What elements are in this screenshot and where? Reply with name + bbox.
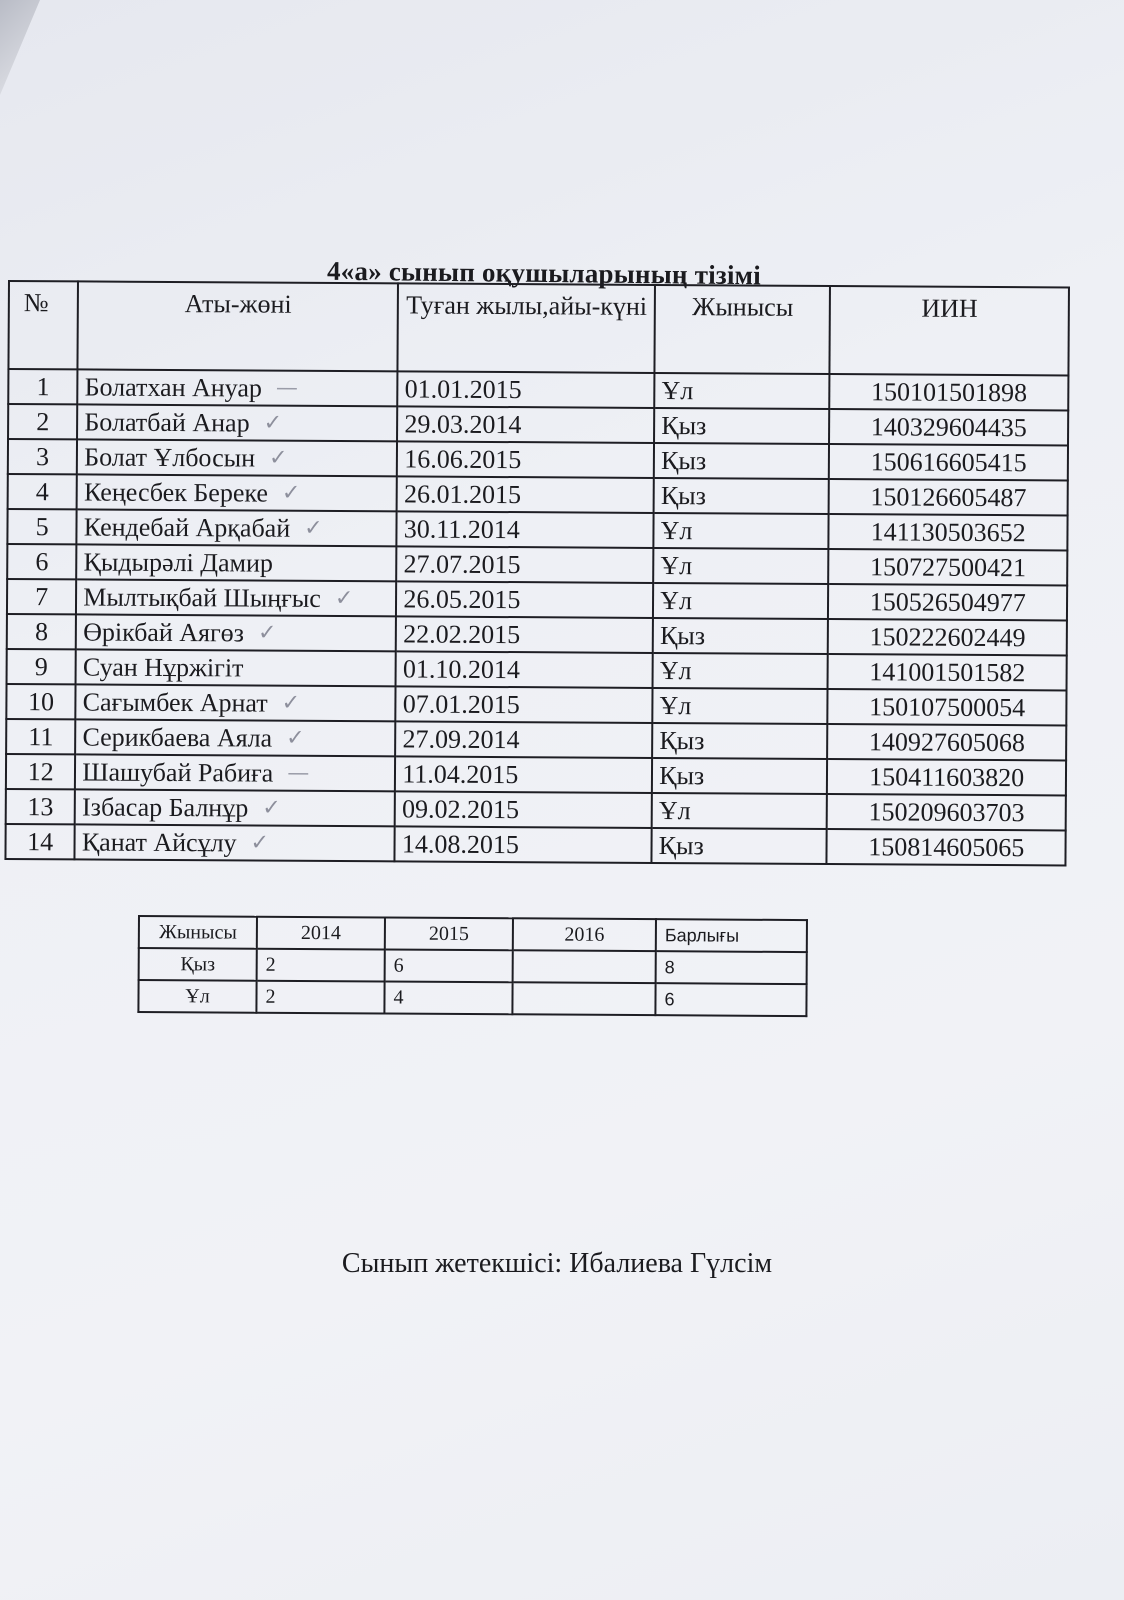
handwritten-check-mark: ✓ [257,620,277,646]
gender: Ұл [653,653,829,689]
handwritten-check-mark: ✓ [263,410,283,436]
student-name-wrap [84,442,390,474]
gender-summary-table [137,915,808,1017]
row-number: 2 [8,404,78,439]
iin: 141001501582 [828,654,1067,690]
iin: 141130503652 [829,514,1068,550]
student-name: Серикбаева Аяла [82,721,273,753]
header-name: Аты-жөні [78,281,399,371]
student-name-cell [75,719,395,756]
birth-date: 22.02.2015 [396,616,653,653]
header-birth-date: Туған жылы,айы-күні [398,283,655,373]
student-name-cell [77,474,397,511]
summary-header-2016: 2016 [513,918,656,951]
birth-date: 07.01.2015 [396,686,653,723]
student-list-table [4,280,1070,866]
iin: 150616605415 [829,444,1068,480]
row-number: 12 [6,754,76,789]
summary-count-2015: 6 [385,950,513,983]
row-number: 11 [6,719,76,754]
student-name: Сағымбек Арнат [82,686,268,718]
class-teacher-signature-line: Сынып жетекшісі: Ибалиева Гүлсім [341,1248,773,1279]
student-name-wrap [82,792,388,824]
student-name: Қанат Айсұлу [81,826,237,857]
student-name-wrap [84,407,390,439]
birth-date: 01.01.2015 [398,371,655,408]
row-number: 10 [6,684,76,719]
birth-date: 26.01.2015 [397,476,654,513]
birth-date: 29.03.2014 [397,406,654,443]
student-name-cell [76,649,396,686]
table-row [5,824,1065,865]
gender: Қыз [654,443,830,479]
header-gender: Жынысы [655,285,831,374]
student-name: Болатбай Анар [84,406,250,437]
gender: Ұл [653,548,829,584]
gender: Ұл [654,373,830,409]
student-name-cell [75,754,395,791]
iin: 150727500421 [829,549,1068,585]
iin: 150209603703 [827,794,1066,830]
student-name: Суан Нұржігіт [82,651,244,682]
student-name-cell [76,684,396,721]
student-name-wrap [83,652,389,684]
row-number: 14 [5,824,75,859]
gender: Қыз [654,478,830,514]
student-name: Кеңесбек Береке [83,476,269,508]
student-name-cell [75,789,395,826]
iin: 150526504977 [828,584,1067,620]
student-name-wrap [82,722,388,754]
summary-label: Қыз [139,948,257,981]
student-name-wrap [82,757,388,789]
gender: Ұл [654,513,830,549]
iin: 140927605068 [828,724,1067,760]
handwritten-check-mark: — [275,375,299,401]
student-name: Кендебай Арқабай [83,511,291,543]
handwritten-check-mark: ✓ [334,586,354,612]
iin: 150107500054 [828,689,1067,725]
summary-header-total: Барлығы [656,919,807,952]
student-name-wrap [83,687,389,719]
birth-date: 27.09.2014 [395,721,652,758]
row-number: 3 [8,439,78,474]
gender: Ұл [653,583,829,619]
birth-date: 26.05.2015 [396,581,653,618]
summary-count-2014: 2 [257,949,385,982]
student-name: Қыдырәлі Дамир [83,546,274,578]
iin: 150126605487 [829,479,1068,515]
row-number: 7 [7,579,77,614]
summary-header-row [139,916,807,952]
summary-row-boys [138,980,806,1016]
summary-label: Ұл [138,980,256,1013]
gender: Ұл [652,793,828,829]
handwritten-check-mark: ✓ [262,795,281,821]
summary-header-gender: Жынысы [139,916,257,949]
gender: Қыз [652,828,828,864]
row-number: 6 [7,544,77,579]
student-name-wrap [82,827,388,859]
birth-date: 30.11.2014 [397,511,654,548]
gender: Қыз [654,408,830,444]
handwritten-check-mark: ✓ [281,480,301,506]
student-name-cell [78,369,398,406]
iin: 150411603820 [827,759,1066,795]
document-title: 4«а» сынып оқушыларының тізімі [326,255,762,291]
header-number: № [8,281,78,369]
handwritten-check-mark: — [287,760,310,786]
summary-count-2015: 4 [384,982,512,1015]
student-name: Болатхан Ануар [84,371,263,403]
birth-date: 11.04.2015 [395,756,652,793]
student-rows [5,369,1068,865]
student-name-cell [76,614,396,651]
summary-count-2016 [512,982,655,1015]
row-number: 4 [8,474,78,509]
handwritten-check-mark: ✓ [268,445,288,471]
handwritten-check-mark: ✓ [281,690,301,716]
row-number: 13 [6,789,76,824]
student-name-cell [77,509,397,546]
student-name-wrap [84,477,390,509]
row-number: 5 [7,509,77,544]
student-name-wrap [83,617,389,649]
summary-total: 8 [656,951,807,984]
gender: Ұл [652,688,828,724]
header-iin: ИИН [830,286,1069,375]
birth-date: 01.10.2014 [396,651,653,688]
student-name-wrap [84,512,390,544]
summary-header-2014: 2014 [257,917,385,950]
birth-date: 14.08.2015 [395,826,652,863]
student-name-cell [77,404,397,441]
handwritten-check-mark: ✓ [286,725,305,751]
summary-header-2015: 2015 [385,918,513,951]
row-number: 8 [7,614,77,649]
birth-date: 27.07.2015 [396,546,653,583]
student-name-wrap [83,582,389,614]
student-name-cell [76,544,396,581]
student-name-wrap [83,547,389,579]
student-name-cell [77,439,397,476]
table-header-row [8,281,1069,375]
summary-row-girls [139,948,807,984]
handwritten-check-mark: ✓ [250,830,270,856]
handwritten-check-mark: ✓ [304,515,323,541]
birth-date: 09.02.2015 [395,791,652,828]
gender: Қыз [653,618,829,654]
student-name: Шашубай Рабиға [82,756,274,788]
row-number: 9 [7,649,77,684]
student-name: Өрікбай Аягөз [83,616,245,647]
birth-date: 16.06.2015 [397,441,654,478]
student-name-wrap [85,372,391,404]
gender: Қыз [652,758,828,794]
student-name: Ізбасар Балнұр [81,791,249,822]
student-name: Болат Ұлбосын [84,441,256,473]
student-name-cell [75,824,395,861]
summary-count-2016 [513,950,656,983]
row-number: 1 [8,369,78,404]
summary-count-2014: 2 [256,981,384,1014]
iin: 140329604435 [829,409,1068,445]
iin: 150814605065 [827,829,1066,865]
summary-total: 6 [655,983,806,1016]
student-name: Мылтықбай Шыңғыс [83,581,321,613]
student-name-cell [76,579,396,616]
gender: Қыз [652,723,828,759]
page-corner-shadow [0,0,40,95]
iin: 150222602449 [828,619,1067,655]
iin: 150101501898 [830,374,1069,410]
